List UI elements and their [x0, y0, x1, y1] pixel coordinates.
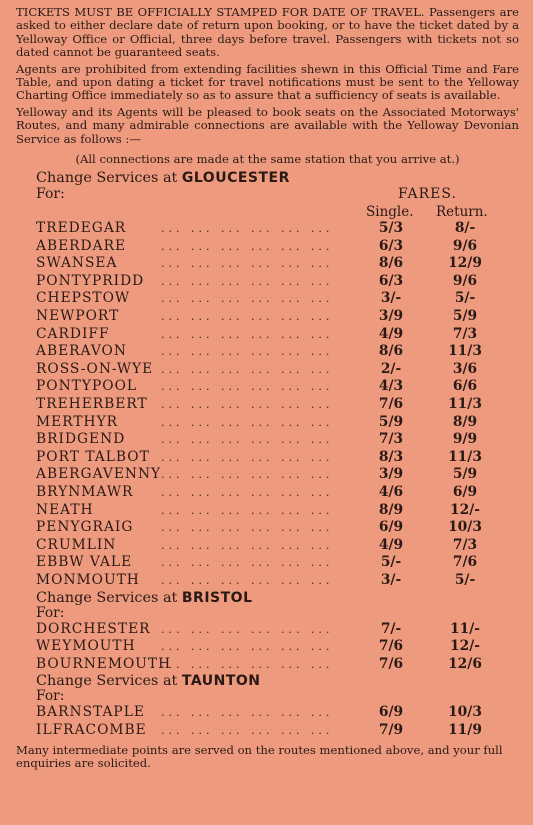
- return-fare: 12/6: [448, 655, 482, 672]
- return-fare: 5/9: [452, 308, 478, 325]
- return-fare: 10/3: [448, 704, 482, 721]
- destination-name: TREHERBERT: [36, 396, 148, 412]
- change-services-prefix: Change Services at: [36, 170, 182, 187]
- single-fare: 6/3: [378, 237, 404, 254]
- single-fare: 4/3: [378, 378, 404, 395]
- leader-dots: ... ... ... ... ... ...: [161, 622, 334, 636]
- leader-dots: ... ... ... ... ... ...: [161, 573, 334, 587]
- leader-dots: ... ... ... ... ... ...: [161, 433, 334, 447]
- return-fare: 7/3: [452, 325, 478, 342]
- change-services-prefix: Change Services at: [36, 673, 182, 690]
- leader-dots: ... ... ... ... ... ...: [161, 274, 334, 288]
- destination-name: TREDEGAR: [36, 220, 127, 237]
- fare-row: [16, 343, 519, 361]
- single-fare: 7/6: [378, 396, 404, 412]
- fare-row: [16, 238, 519, 256]
- return-fare: 3/6: [452, 360, 478, 377]
- fare-columns-header: [16, 204, 519, 220]
- agents-notice: Agents are prohibited from extending facilities shewn in this Official Time and Fare Table, and upon dating a ticket for travel notifications must be sent to the Yelloway Charting Office immediately so as to assure that a sufficiency of seats is available.: [16, 61, 519, 103]
- return-fare: 9/9: [452, 431, 478, 448]
- single-fare: 3/9: [378, 308, 404, 325]
- return-fare: 5/9: [452, 466, 478, 483]
- leader-dots: ... ... ... ... ... ...: [161, 292, 334, 306]
- change-city: BRISTOL: [181, 589, 253, 606]
- fare-row: [16, 656, 519, 674]
- destination-name: NEATH: [36, 501, 94, 518]
- return-fare: 12/-: [450, 638, 480, 655]
- single-fare: 5/3: [378, 220, 404, 237]
- leader-dots: ... ... ... ... ... ...: [161, 257, 334, 271]
- single-fare: 6/9: [378, 519, 404, 536]
- single-fare: 5/9: [378, 413, 404, 430]
- single-fare: 8/3: [378, 448, 404, 465]
- single-fare: 3/-: [380, 571, 402, 588]
- return-fare: 8/-: [454, 220, 476, 237]
- single-fare: 8/9: [378, 501, 404, 518]
- leader-dots: ... ... ... ... ... ...: [161, 239, 334, 253]
- destination-name: DORCHESTER: [36, 620, 151, 637]
- change-services-prefix: Change Services at: [36, 589, 182, 606]
- single-fare: 8/6: [378, 255, 404, 272]
- leader-dots: ... ... ... ... ... ...: [161, 345, 334, 359]
- leader-dots: ... ... ... ... ... ...: [161, 380, 334, 394]
- single-fare: 4/6: [378, 483, 404, 500]
- single-column-label: Single.: [366, 204, 414, 221]
- fares-heading-row: [16, 186, 519, 204]
- fare-row: [16, 722, 519, 740]
- return-fare: 10/3: [448, 519, 482, 536]
- destination-name: EBBW VALE: [36, 554, 133, 571]
- fare-row: [16, 572, 519, 590]
- return-fare: 7/3: [452, 536, 478, 553]
- destination-name: PONTYPRIDD: [36, 272, 145, 289]
- leader-dots: ... ... ... ... ... ...: [161, 706, 334, 720]
- destination-name: PORT TALBOT: [36, 448, 150, 465]
- fare-row: [16, 449, 519, 467]
- return-fare: 5/-: [454, 290, 476, 307]
- leader-dots: ... ... ... ... ... ...: [161, 723, 334, 737]
- leader-dots: ... ... ... ... ... ...: [161, 415, 334, 429]
- single-fare: 8/6: [378, 343, 404, 360]
- fare-row: [16, 255, 519, 273]
- destination-name: NEWPORT: [36, 308, 120, 325]
- destination-name: MONMOUTH: [36, 571, 140, 588]
- return-column-label: Return.: [436, 204, 488, 221]
- single-fare: 5/-: [380, 554, 402, 571]
- single-fare: 7/6: [378, 638, 404, 655]
- fare-row: [16, 326, 519, 344]
- for-label: For:: [36, 604, 65, 621]
- leader-dots: ... ... ... ... ... ...: [161, 310, 334, 324]
- fare-row: [16, 484, 519, 502]
- leader-dots: ... ... ... ... ... ...: [161, 398, 334, 411]
- destination-name: CARDIFF: [36, 325, 110, 342]
- destination-name: BOURNEMOUTH: [36, 655, 172, 672]
- return-fare: 5/-: [454, 571, 476, 588]
- single-fare: 7/3: [378, 431, 404, 448]
- fare-row: [16, 414, 519, 432]
- single-fare: 2/-: [380, 360, 402, 377]
- connections-note: (All connections are made at the same station that you arrive at.): [75, 152, 460, 167]
- return-fare: 11/-: [450, 620, 480, 637]
- change-city: TAUNTON: [181, 673, 261, 690]
- fare-row: [16, 704, 519, 722]
- destination-name: BARNSTAPLE: [36, 704, 145, 721]
- return-fare: 6/6: [452, 378, 478, 395]
- fare-row: [16, 308, 519, 326]
- destination-name: ABERGAVENNY: [36, 466, 162, 483]
- leader-dots: ... ... ... ... ... ...: [161, 468, 334, 482]
- fare-row: [16, 638, 519, 656]
- change-city: GLOUCESTER: [181, 170, 290, 187]
- fare-row: [16, 431, 519, 449]
- return-fare: 9/6: [452, 237, 478, 254]
- destination-name: ABERDARE: [36, 237, 127, 254]
- return-fare: 11/9: [448, 721, 482, 738]
- single-fare: 3/9: [378, 466, 404, 483]
- single-fare: 7/-: [380, 620, 402, 637]
- connections-intro: Yelloway and its Agents will be pleased to book seats on the Associated Motorways' Routes, and many admirable connections are available with the Yelloway Devonian Service as follows :—: [16, 104, 519, 146]
- fare-row: [16, 378, 519, 396]
- destination-name: BRIDGEND: [36, 431, 126, 448]
- single-fare: 4/9: [378, 536, 404, 553]
- destination-name: BRYNMAWR: [36, 483, 134, 500]
- for-label: For:: [36, 186, 65, 203]
- destination-name: PENYGRAIG: [36, 519, 134, 536]
- for-label: For:: [36, 688, 65, 705]
- fare-row: [16, 273, 519, 291]
- single-fare: 4/9: [378, 325, 404, 342]
- fare-row: [16, 519, 519, 537]
- fare-row: [16, 537, 519, 555]
- fares-label: FARES.: [398, 186, 457, 203]
- leader-dots: ... ... ... ... ... ...: [161, 327, 334, 341]
- destination-name: ROSS-ON-WYE: [36, 360, 154, 377]
- destination-name: MERTHYR: [36, 413, 119, 430]
- leader-dots: ... ... ... ... ... ...: [161, 640, 334, 654]
- fare-row: [16, 621, 519, 639]
- single-fare: 3/-: [380, 290, 402, 307]
- return-fare: 11/3: [448, 448, 482, 465]
- fare-row: [16, 220, 519, 238]
- destination-name: WEYMOUTH: [36, 638, 136, 655]
- destination-name: CHEPSTOW: [36, 290, 131, 307]
- destination-name: ABERAVON: [36, 343, 127, 360]
- return-fare: 8/9: [452, 413, 478, 430]
- change-services-heading: [36, 590, 519, 606]
- destination-name: ILFRACOMBE: [36, 721, 147, 738]
- leader-dots: ... ... ... ... ... ...: [161, 450, 334, 464]
- destination-name: SWANSEA: [36, 255, 118, 272]
- change-services-heading: [36, 673, 519, 689]
- return-fare: 12/-: [450, 501, 480, 518]
- leader-dots: ... ... ... ... ... ...: [161, 503, 334, 517]
- leader-dots: ... ... ... ... ... ...: [161, 521, 334, 535]
- return-fare: 6/9: [452, 483, 478, 500]
- leader-dots: ... ... ... ... ... ...: [161, 657, 334, 671]
- leader-dots: ... ... ... ... ... ...: [161, 485, 334, 499]
- return-fare: 11/3: [448, 343, 482, 360]
- return-fare: 11/3: [448, 396, 482, 412]
- fare-row: [16, 290, 519, 308]
- destination-name: PONTYPOOL: [36, 378, 138, 395]
- change-services-heading: [36, 170, 519, 186]
- leader-dots: ... ... ... ... ... ...: [161, 222, 334, 236]
- return-fare: 7/6: [452, 554, 478, 571]
- single-fare: 6/3: [378, 272, 404, 289]
- leader-dots: ... ... ... ... ... ...: [161, 538, 334, 552]
- footer-note: Many intermediate points are served on the routes mentioned above, and your full enquiries are solicited.: [16, 742, 503, 770]
- fare-row: [16, 396, 519, 414]
- fare-row: [16, 502, 519, 520]
- destination-name: CRUMLIN: [36, 536, 117, 553]
- single-fare: 7/6: [378, 655, 404, 672]
- single-fare: 6/9: [378, 704, 404, 721]
- return-fare: 12/9: [448, 255, 482, 272]
- leader-dots: ... ... ... ... ... ...: [161, 362, 334, 376]
- fare-row: [16, 466, 519, 484]
- tickets-notice: TICKETS MUST BE OFFICIALLY STAMPED FOR DATE OF TRAVEL. Passengers are asked to either declare date of return upon booking, or to have the ticket dated by a Yelloway Office or Official, three days before travel. Passengers with tickets not so dated cannot be guaranteed seats.: [16, 5, 519, 60]
- fare-sections: [16, 170, 519, 739]
- single-fare: 7/9: [378, 721, 404, 738]
- leader-dots: ... ... ... ... ... ...: [161, 556, 334, 570]
- return-fare: 9/6: [452, 272, 478, 289]
- fare-row: [16, 554, 519, 572]
- fare-row: [16, 361, 519, 379]
